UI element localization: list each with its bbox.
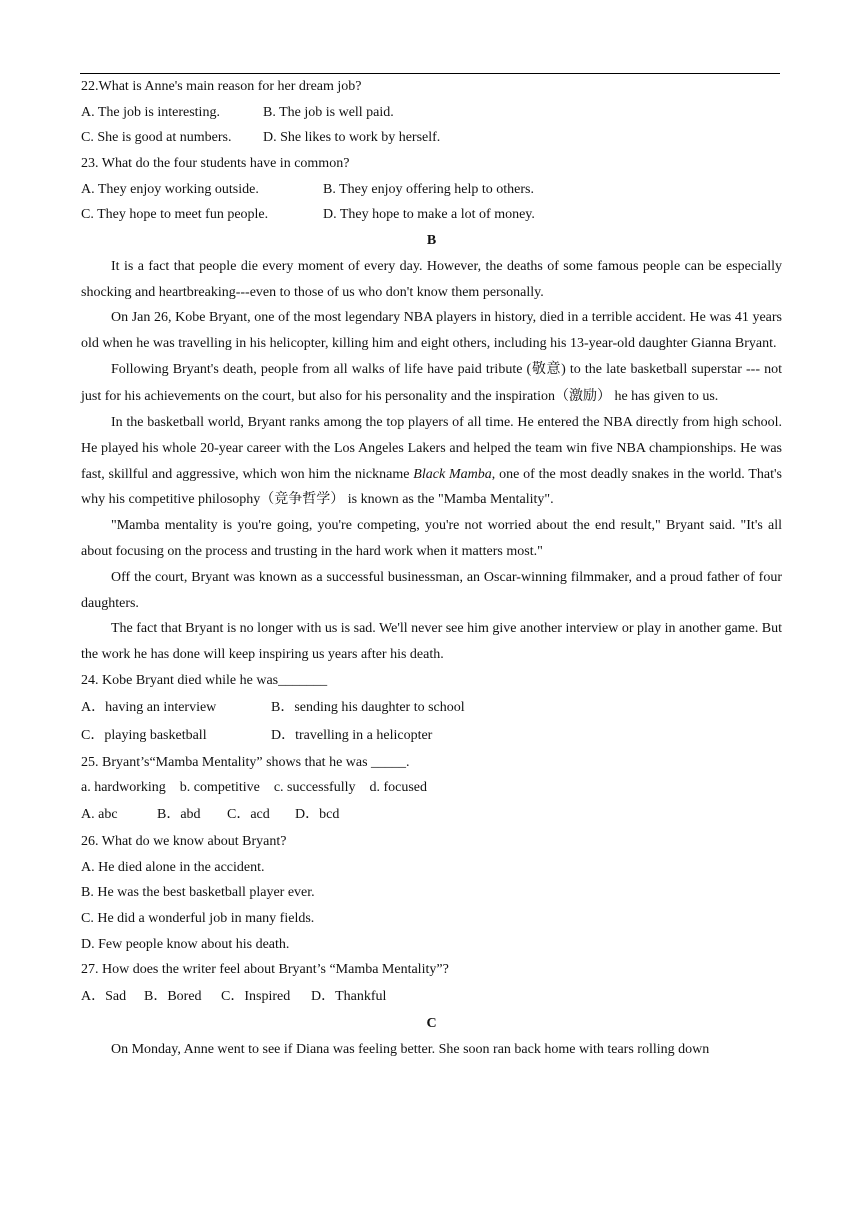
option-c: C．playing basketball [81,727,207,743]
question-22-options-ab [81,100,782,126]
question-25-items: a. hardworking b. competitive c. successfully d. focused [81,780,428,796]
option-d: D. She likes to work by herself. [263,130,441,146]
question-26: 26. What do we know about Bryant? [81,834,287,850]
question-26-option-c: C. He did a wonderful job in many fields. [81,911,315,927]
question-23: 23. What do the four students have in common? [81,156,350,172]
paragraph-text: , one of the most deadly snakes in the world. That's why his competitive philosophy（竞争哲学） is known as the "Mamba Mentality". [81,466,782,508]
option-d: D．bcd [295,807,340,823]
paragraph: Off the court, Bryant was known as a successful businessman, an Oscar-winning filmmaker, and a proud father of four daughters. [81,569,782,611]
option-c: C．acd [227,807,270,823]
question-27: 27. How does the writer feel about Bryant’s “Mamba Mentality”? [81,962,449,978]
question-25-options [81,801,782,829]
option-b: B．sending his daughter to school [271,699,465,715]
paragraph: On Jan 26, Kobe Bryant, one of the most legendary NBA players in history, died in a terrible accident. He was 41 years old when he was travelling in his helicopter, killing him and eight others, including his 13-year-old daughter Gianna Bryant. [81,310,782,352]
question-22-options-cd [81,125,782,151]
option-c: C. They hope to meet fun people. [81,207,269,223]
question-26-option-a: A. He died alone in the accident. [81,859,265,875]
option-c: C. She is good at numbers. [81,130,232,146]
document-page [81,74,782,1063]
question-22: 22.What is Anne's main reason for her dream job? [81,79,362,94]
question-24-options-cd [81,722,782,750]
paragraph: "Mamba mentality is you're going, you're competing, you're not worried about the end result," Bryant said. "It's all about focusing on the process and trusting in the hard work when it matters most." [81,518,782,559]
option-a: A. The job is interesting. [81,104,220,120]
question-26-option-b: B. He was the best basketball player ever. [81,885,315,901]
nickname-italic: Black Mamba [413,466,492,482]
option-d: D. They hope to make a lot of money. [323,207,535,223]
option-b: B．Bored [144,989,202,1005]
option-a: A．having an interview [81,699,217,715]
question-23-options-cd [81,202,782,228]
paragraph-text: In the basketball world, Bryant ranks among the top players of all time. He entered the NBA directly from high school. He played his whole 20-year career with the Los Angeles Lakers and helped the team win five NBA championships. He was fast, skillful and aggressive, which won him the nickname [81,415,782,482]
option-b: B. The job is well paid. [263,104,394,120]
option-c: C．Inspired [221,989,291,1005]
option-a: A. abc [81,807,118,823]
question-23-options-ab [81,177,782,203]
question-27-options [81,983,782,1011]
question-24: 24. Kobe Bryant died while he was_______ [81,672,328,688]
question-26-option-d: D. Few people know about his death. [81,936,290,952]
question-24-options-ab [81,694,782,722]
paragraph: On Monday, Anne went to see if Diana was feeling better. She soon ran back home with tears rolling down [111,1041,710,1057]
option-a: A．Sad [81,989,127,1005]
paragraph: The fact that Bryant is no longer with us is sad. We'll never see him give another interview or play in another game. But the work he has done will keep inspiring us years after his death. [81,621,783,663]
paragraph: It is a fact that people die every moment of every day. However, the deaths of some famous people can be especially shocking and heartbreaking---even to those of us who don't know them personally. [81,258,782,300]
option-a: A. They enjoy working outside. [81,181,259,197]
question-25: 25. Bryant’s“Mamba Mentality” shows that he was _____. [81,754,410,770]
section-c-heading: C [426,1016,437,1032]
option-b: B．abd [157,807,201,823]
option-d: D．Thankful [311,989,387,1005]
option-d: D．travelling in a helicopter [271,727,433,743]
paragraph [81,410,782,513]
option-b: B. They enjoy offering help to others. [323,181,534,197]
paragraph: Following Bryant's death, people from all walks of life have paid tribute (敬意) to the late basketball superstar --- not just for his achievements on the court, but also for his personality and the inspiration（激励） he has given to us. [81,362,782,404]
section-b-heading: B [426,233,437,249]
